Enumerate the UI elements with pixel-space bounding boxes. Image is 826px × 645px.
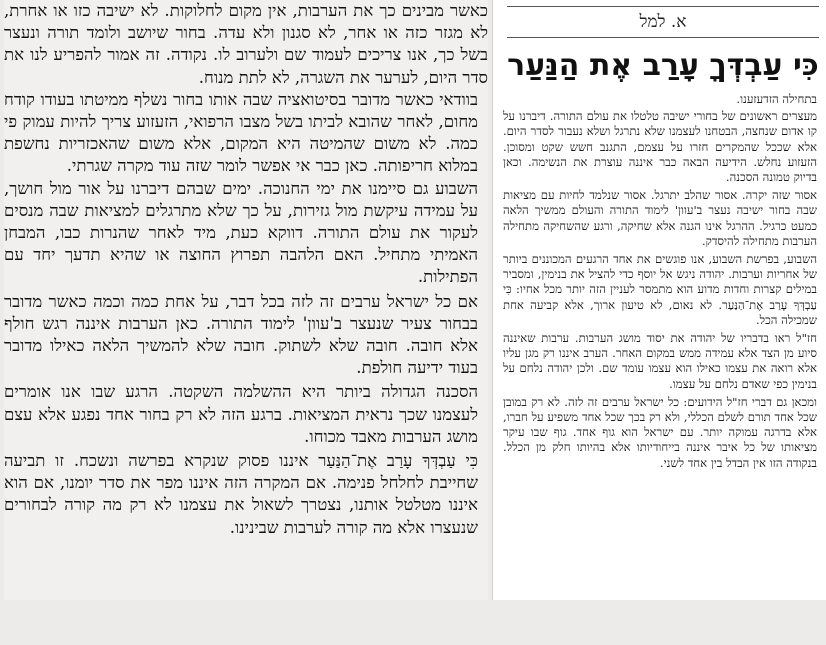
- article-paragraph: בתחילה הזדעזענו.: [736, 92, 817, 106]
- article-paragraph: מעצרים ראשונים של בחורי ישיבה טלטלו את עולם התורה. דיברנו על קו אדום שנחצה, הבטחנו לעצמנו שלא נתרגל ושלא נעבור לסדר היום. אלא שככל שהמקרים חזרו על עצמם, התגנב חשש שקט ומסוכן. הזעזוע נחלש. הידיעה הבאה כבר איננה עוצרת את הנשימה. וכאן בדיוק טמונה הסכנה.: [503, 109, 817, 185]
- continued-article-column: [4, 0, 488, 600]
- left-paragraph: השבוע גם סיימנו את ימי החנוכה. ימים שבהם דיברנו על אור מול חושך, על עמידה עיקשת מול גזירות, על כך שלא מתרגלים למציאות שבה מנסים לעקור את עולם התורה. דווקא כעת, מיד לאחר שהנרות כבו, המבחן האמיתי מתחיל. האם הלהבה תפרוץ החוצה או שהיא תדעך יחד עם הפתילות.: [4, 178, 478, 287]
- article-paragraph: השבוע, בפרשת השבוע, אנו פוגשים את אחד הרגעים המכוננים ביותר של אחריות וערבות. יהודה ניגש אל יוסף כדי להציל את בנימין, ומסביר במילים קצרות וחדות מדוע הוא מתמסר לעניין הזה יותר מכל אחיו: כִּי עַבְדְּךָ עָרַב אֶת־הַנַּעַר. לא נאום, לא טיעון ארוך, אלא קביעה אחת שמכילה הכל.: [503, 252, 817, 327]
- left-paragraph: כאשר מבינים כך את הערבות, אין מקום לחלוקות. לא ישיבה כזו או אחרת, לא מגזר כזה או אחר, לא סגנון ולא עדה. בחור שיושב ולומד תורה ונעצר בשל כך, אנו צריכים לעמוד שם ולערוב לו. נקודה. זה אמור להפריע לנו את סדר היום, לערער את השגרה, לא לתת מנוח.: [4, 1, 488, 87]
- article-column: [492, 0, 826, 600]
- left-paragraph: הסכנה הגדולה ביותר היא ההשלמה השקטה. הרגע שבו אנו אומרים לעצמנו שכך נראית המציאות. ברגע הזה לא רק בחור אחד נפגע אלא עצם מושג הערבות מאבד מכוחו.: [4, 382, 478, 446]
- article-headline: כִּי עַבְדְּךָ עָרַב אֶת הַנַּעַר: [507, 48, 819, 83]
- article-paragraph: חז"ל ראו בדבריו של יהודה את יסוד מושג הערבות. ערבות שאיננה סיוע מן הצד אלא עמידה ממש במקום האחר. הערב איננו רק מגן עליו אלא רואה את עצמו כאילו הוא עצמו עומד שם. ולכן יהודה נלחם על בנימין כפי שאדם נלחם על עצמו.: [503, 331, 817, 391]
- left-paragraph: בוודאי כאשר מדובר בסיטואציה שבה אותו בחור נשלף ממיטתו בעודו קודח מחום, לאחר שהובא לביתו בשל מצבו הרפואי, הזעזוע צריך להיות עמוק פי כמה. לא משום שהמיטה היא המקום, אלא משום שהאכזריות נחשפת במלוא חריפותה. כאן כבר אי אפשר לומר שזה עוד מקרה שגרתי.: [4, 89, 478, 176]
- left-paragraph: אם כל ישראל ערבים זה לזה בכל דבר, על אחת כמה וכמה כאשר מדובר בבחור צעיר שנעצר ב'עוון' לימוד התורה. כאן הערבות איננה רגש חולף אלא חובה. חובה שלא לשתוק. חובה שלא להמשיך הלאה כאילו מדובר בעוד ידיעה חולפת.: [4, 291, 478, 378]
- author-byline: א. למל: [507, 6, 819, 38]
- article-paragraph: ומכאן גם דברי חז"ל הידועים: כל ישראל ערבים זה לזה. לא רק במובן שכל אחד תורם לשלם הכללי, ולא רק בכך שכל אחד משפיע על חברו, אלא בדרגה עמוקה יותר. עם ישראל הוא גוף אחד. גוף שבו עיקר מציאותו של כל איבר איננה בייחודיותו אלא בהיותו חלק מן הכלל. בנקודה הזו אין הבדל בין אחד לשני.: [503, 394, 817, 470]
- left-paragraph: כִּי עַבְדְּךָ עָרַב אֶת־הַנַּעַר איננו פסוק שנקרא בפרשה ונשכח. זו תביעה שחייבת לחלחל פנימה. אם המקרה הזה איננו מפר את סדר יומנו, אם הוא איננו מטלטל אותנו, נצטרך לשאול את עצמנו לא רק מה קורה לבחורים שנעצרו אלא מה קורה לערבות שבינינו.: [4, 451, 478, 537]
- article-paragraph: אסור שזה יקרה. אסור שהלב יתרגל. אסור שנלמד לחיות עם מציאות שבה בחור ישיבה נעצר ב'עוון' לימוד התורה והעולם ממשיך הלאה כמעט כרגיל. ההרגל אינו הגנה אלא שחיקה, ורגע שהשחיקה מתחילה הערבות מתחילה להיסדק.: [503, 188, 817, 248]
- article-body: [503, 92, 817, 592]
